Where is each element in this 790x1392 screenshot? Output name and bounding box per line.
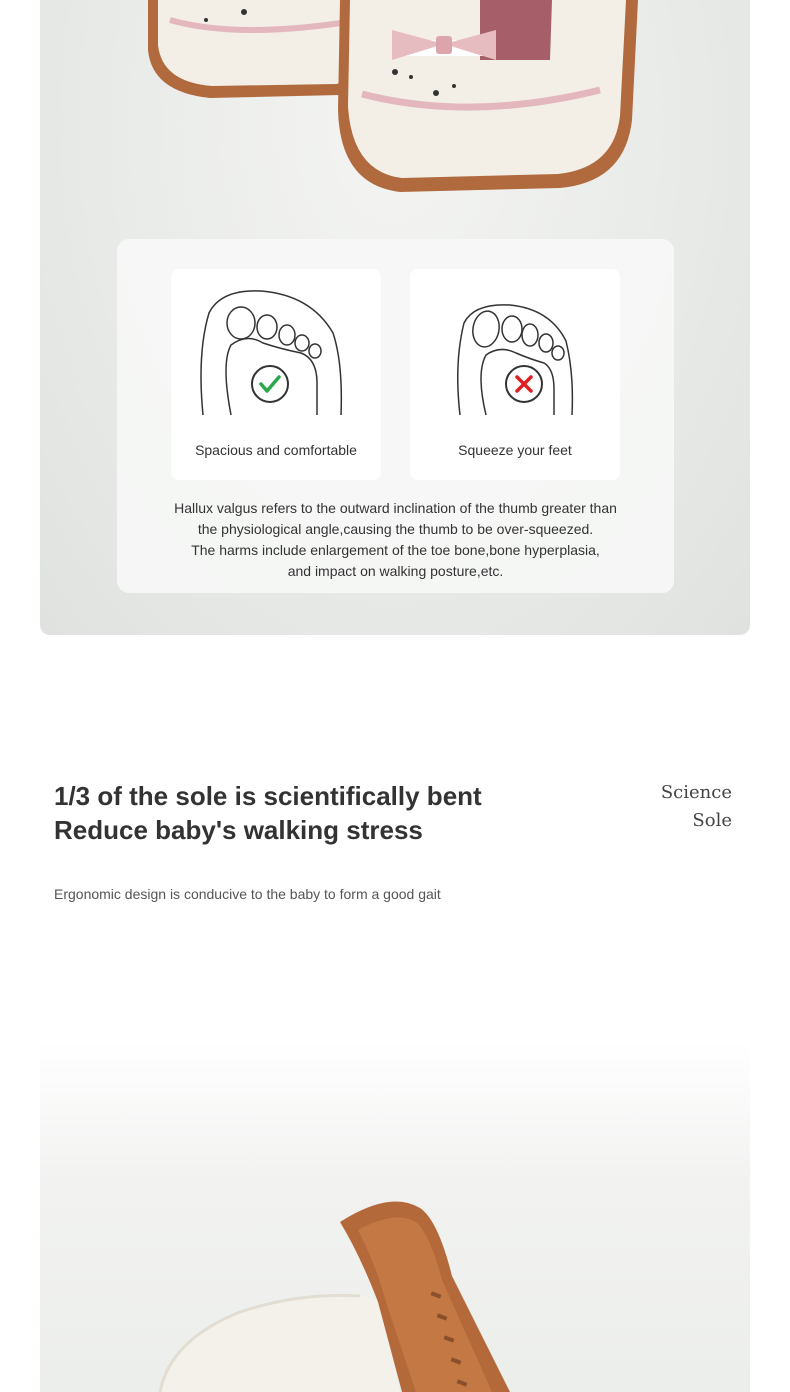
cross-icon [504, 364, 544, 404]
hero-banner [40, 0, 750, 635]
headline-line: Reduce baby's walking stress [54, 815, 423, 845]
section-subtext: Ergonomic design is conducive to the baby to form a good gait [54, 886, 441, 902]
section-headline [54, 779, 614, 847]
good-fit-panel [171, 269, 381, 480]
hallux-valgus-explanation [117, 498, 674, 582]
sole-bend-photo [40, 1040, 750, 1392]
explanation-line: The harms include enlargement of the toe bone,bone hyperplasia, [191, 542, 600, 558]
explanation-line: and impact on walking posture,etc. [287, 563, 504, 579]
explanation-line: the physiological angle,causing the thumb to be over-squeezed. [197, 521, 594, 537]
bad-fit-caption: Squeeze your feet [458, 442, 572, 458]
science-sole-label [661, 779, 732, 835]
comparison-card [117, 239, 674, 593]
check-icon [250, 364, 290, 404]
bad-fit-panel [410, 269, 620, 480]
good-fit-caption: Spacious and comfortable [195, 442, 357, 458]
side-label-line: Science [660, 782, 732, 803]
shoe-sole-photo [40, 1040, 750, 1392]
side-label-line: Sole [692, 810, 732, 831]
shoe-photo [40, 0, 750, 230]
headline-line: 1/3 of the sole is scientifically bent [54, 781, 482, 811]
explanation-line: Hallux valgus refers to the outward inclination of the thumb greater than [174, 500, 617, 516]
